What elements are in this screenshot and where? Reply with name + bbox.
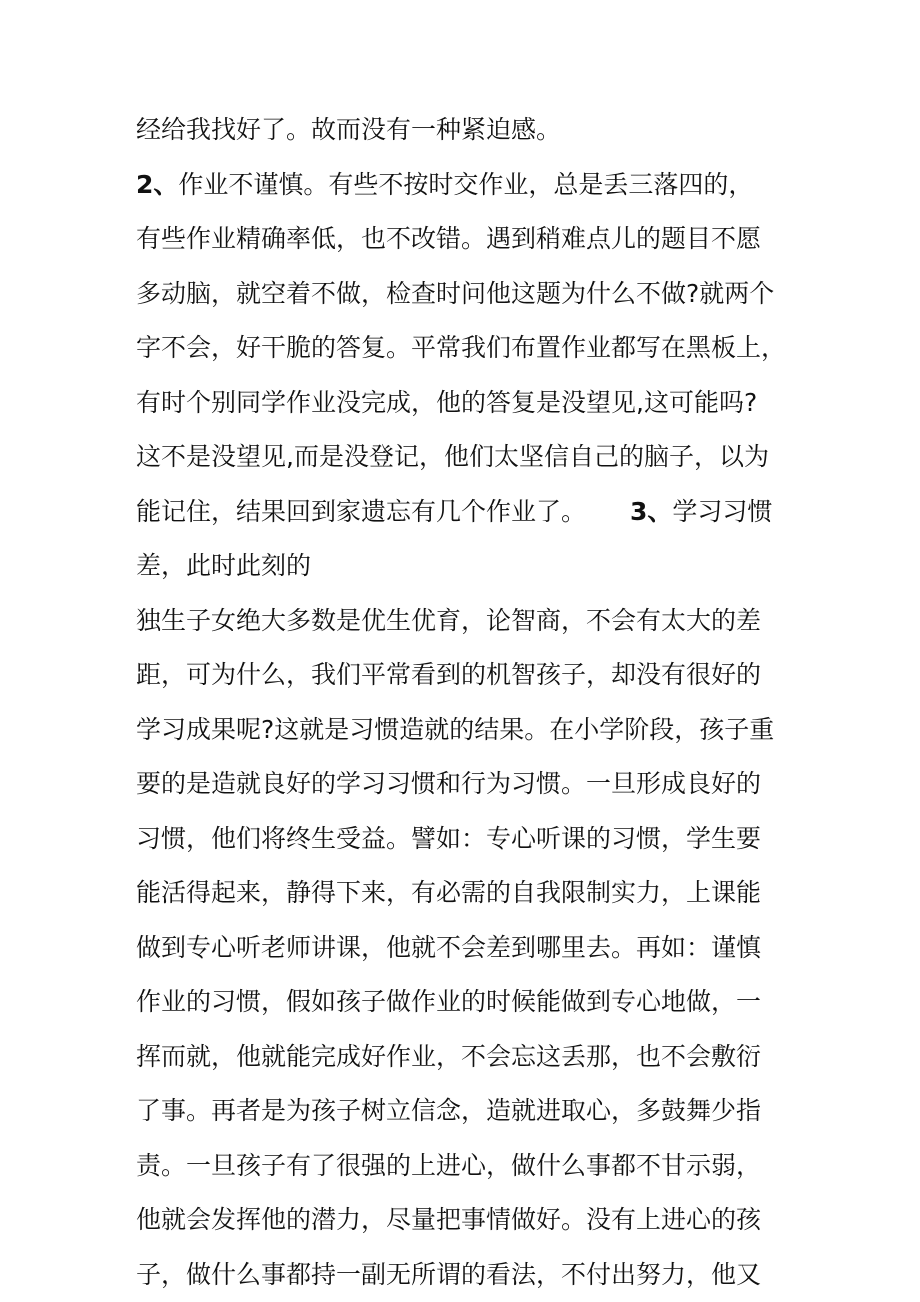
list-marker-3: 3、	[630, 497, 672, 526]
text-line-11	[136, 648, 816, 703]
line-text: 作业不谨慎。有些不按时交作业，总是丢三落四的，	[178, 170, 753, 199]
line-text: 挥而就，他就能完成好作业，不会忘这丢那，也不会敷衍	[136, 1042, 761, 1071]
line-text: 有些作业精确率低，也不改错。遇到稍难点儿的题目不愿	[136, 224, 761, 253]
line-text: 独生子女绝大多数是优生优育，论智商，不会有太大的差	[136, 606, 761, 635]
line-text: 作业的习惯，假如孩子做作业的时候能做到专心地做，一	[136, 987, 761, 1016]
line-text: 能记住，结果回到家遗忘有几个作业了。	[136, 497, 586, 526]
text-line-5	[136, 321, 816, 376]
text-line-4	[136, 267, 816, 322]
text-line-3	[136, 212, 816, 267]
text-line-15	[136, 866, 816, 921]
text-line-13	[136, 757, 816, 812]
line-text: 学习成果呢?这就是习惯造就的结果。在小学阶段，孩子重	[136, 715, 774, 744]
line-text: 了事。再者是为孩子树立信念，造就进取心，多鼓舞少指	[136, 1096, 761, 1125]
line-text: 经给我找好了。故而没有一种紧迫感。	[136, 115, 561, 144]
text-line-2	[136, 158, 816, 213]
line-text: 子，做什么事都持一副无所谓的看法，不付出努力，他又	[136, 1260, 761, 1289]
line-text: 他就会发挥他的潜力，尽量把事情做好。没有上进心的孩	[136, 1205, 761, 1234]
text-line-17	[136, 975, 816, 1030]
line-text: 多动脑，就空着不做，检查时问他这题为什么不做?就两个	[136, 279, 774, 308]
line-text: 要的是造就良好的学习习惯和行为习惯。一旦形成良好的	[136, 769, 761, 798]
text-line-22	[136, 1248, 816, 1302]
body-text	[136, 103, 816, 1302]
text-line-8	[136, 485, 816, 540]
text-line-19	[136, 1084, 816, 1139]
line-text: 做到专心听老师讲课，他就不会差到哪里去。再如：谨慎	[136, 933, 761, 962]
text-line-10	[136, 594, 816, 649]
line-text: 习惯，他们将终生受益。譬如：专心听课的习惯，学生要	[136, 824, 761, 853]
text-line-7	[136, 430, 816, 485]
text-line-6	[136, 376, 816, 431]
line-text: 这不是没望见,而是没登记，他们太坚信自己的脑子，以为	[136, 442, 769, 471]
text-line-16	[136, 921, 816, 976]
line-text: 学习习惯	[672, 497, 772, 526]
list-marker-2: 2、	[136, 170, 178, 199]
text-line-14	[136, 812, 816, 867]
text-line-18	[136, 1030, 816, 1085]
text-line-1	[136, 103, 816, 158]
text-line-9	[136, 539, 816, 594]
text-line-21	[136, 1193, 816, 1248]
line-text: 距，可为什么，我们平常看到的机智孩子，却没有很好的	[136, 660, 761, 689]
text-line-20	[136, 1139, 816, 1194]
line-text: 能活得起来，静得下来，有必需的自我限制实力，上课能	[136, 878, 761, 907]
line-text: 差，此时此刻的	[136, 551, 311, 580]
line-text: 有时个别同学作业没完成，他的答复是没望见,这可能吗?	[136, 388, 757, 417]
line-text: 责。一旦孩子有了很强的上进心，做什么事都不甘示弱，	[136, 1151, 761, 1180]
line-text: 字不会，好干脆的答复。平常我们布置作业都写在黑板上，	[136, 333, 786, 362]
text-line-12	[136, 703, 816, 758]
